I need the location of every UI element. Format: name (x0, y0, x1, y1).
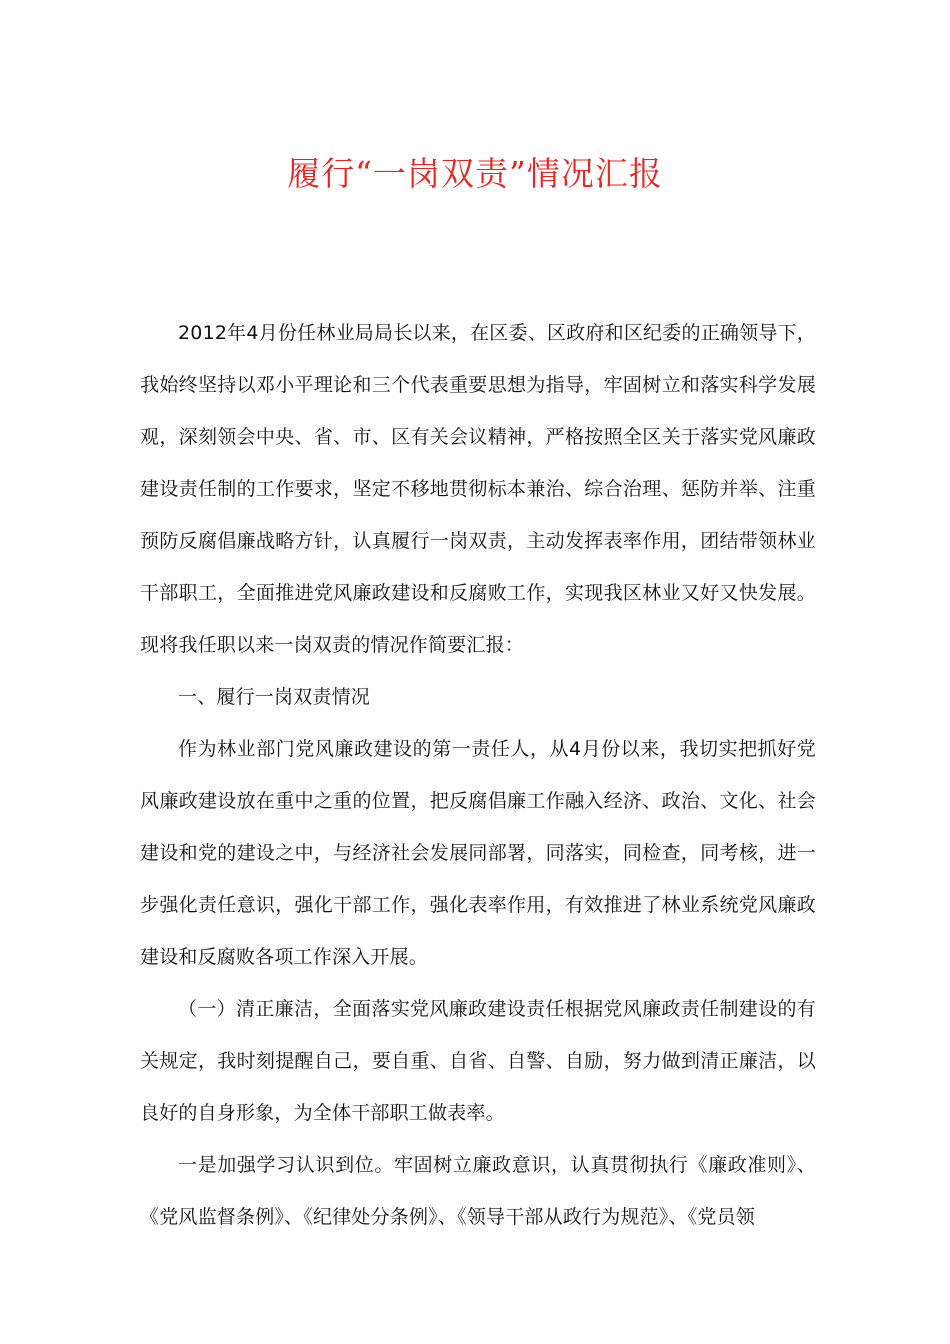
paragraph-section-1: 作为林业部门党风廉政建设的第一责任人，从4月份以来，我切实把抓好党风廉政建设放在重中之重的位置，把反腐倡廉工作融入经济、政治、文化、社会建设和党的建设之中，与经济社会发展同部署，同落实，同检查，同考核，进一步强化责任意识，强化干部工作，强化表率作用，有效推进了林业系统党风廉政建设和反腐败各项工作深入开展。 (140, 738, 816, 968)
paragraph-point-1: 一是加强学习认识到位。牢固树立廉政意识，认真贯彻执行《廉政准则》、《党风监督条例》、《纪律处分条例》、《领导干部从政行为规范》、《党员领 (140, 1154, 816, 1228)
paragraph-intro: 2012年4月份任林业局局长以来，在区委、区政府和区纪委的正确领导下，我始终坚持以邓小平理论和三个代表重要思想为指导，牢固树立和落实科学发展观，深刻领会中央、省、市、区有关会议精神，严格按照全区关于落实党风廉政建设责任制的工作要求，坚定不移地贯彻标本兼治、综合治理、惩防并举、注重预防反腐倡廉战略方针，认真履行一岗双责，主动发挥表率作用，团结带领林业干部职工，全面推进党风廉政建设和反腐败工作，实现我区林业又好又快发展。现将我任职以来一岗双责的情况作简要汇报： (140, 322, 816, 656)
document-body (140, 307, 816, 1243)
document-title: 履行“一岗双责”情况汇报 (287, 154, 663, 193)
section-heading-1: 一、履行一岗双责情况 (178, 686, 371, 708)
paragraph-subsection-1: （一）清正廉洁，全面落实党风廉政建设责任根据党风廉政责任制建设的有关规定，我时刻提醒自己，要自重、自省、自警、自励，努力做到清正廉洁，以良好的自身形象，为全体干部职工做表率。 (140, 998, 816, 1124)
